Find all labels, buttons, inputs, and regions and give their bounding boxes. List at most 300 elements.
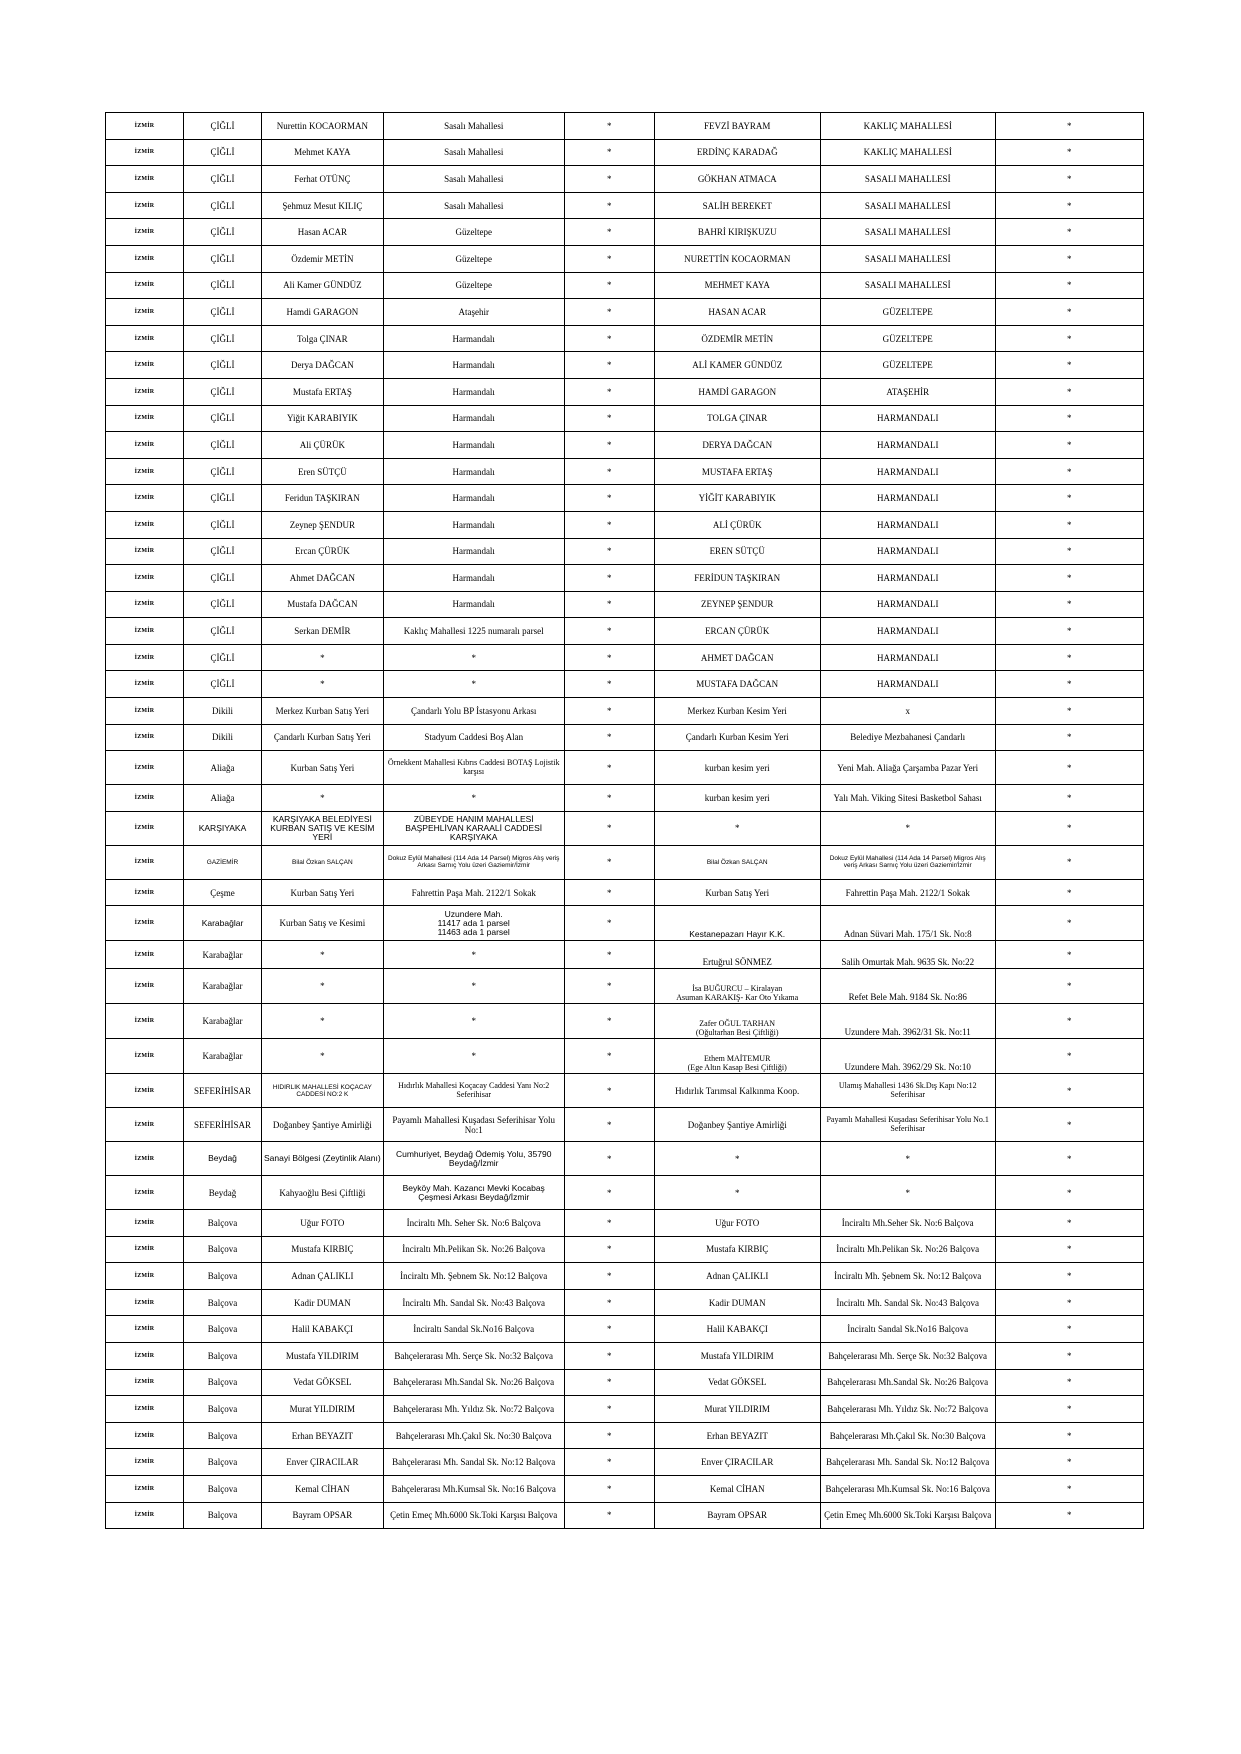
slaughter-mark-cell: * bbox=[995, 1263, 1143, 1290]
table-row bbox=[106, 1396, 1144, 1423]
slaughter-place-cell: MEHMET KAYA bbox=[654, 272, 820, 299]
slaughter-address-cell: Adnan Süvari Mah. 175/1 Sk. No:8 bbox=[820, 906, 995, 941]
sale-place-cell: Doğanbey Şantiye Amirliği bbox=[262, 1108, 384, 1142]
slaughter-place-cell: TOLGA ÇINAR bbox=[654, 405, 820, 432]
table-row bbox=[106, 811, 1144, 845]
slaughter-mark-cell: * bbox=[995, 1004, 1143, 1039]
table-row bbox=[106, 1210, 1144, 1237]
sale-address-cell: Harmandalı bbox=[383, 405, 564, 432]
slaughter-mark-cell: * bbox=[995, 1142, 1143, 1176]
sale-mark-cell: * bbox=[564, 352, 654, 379]
slaughter-address-cell: Belediye Mezbahanesi Çandarlı bbox=[820, 724, 995, 751]
district-cell: Çeşme bbox=[184, 879, 262, 906]
sale-address-cell: Güzeltepe bbox=[383, 272, 564, 299]
sale-mark-cell: * bbox=[564, 1039, 654, 1074]
district-cell: Karabağlar bbox=[184, 1039, 262, 1074]
district-cell: ÇİĞLİ bbox=[184, 325, 262, 352]
table-row bbox=[106, 618, 1144, 645]
table-row bbox=[106, 1236, 1144, 1263]
sale-mark-cell: * bbox=[564, 538, 654, 565]
sale-place-cell: Özdemir METİN bbox=[262, 245, 384, 272]
sale-address-cell: İnciraltı Mh. Sandal Sk. No:43 Balçova bbox=[383, 1289, 564, 1316]
sale-address-cell: Harmandalı bbox=[383, 511, 564, 538]
district-cell: Karabağlar bbox=[184, 941, 262, 969]
slaughter-place-cell: Mustafa KIRBIÇ bbox=[654, 1236, 820, 1263]
district-cell: KARŞIYAKA bbox=[184, 811, 262, 845]
district-cell: ÇİĞLİ bbox=[184, 565, 262, 592]
slaughter-address-cell: Fahrettin Paşa Mah. 2122/1 Sokak bbox=[820, 879, 995, 906]
slaughter-place-cell: HASAN ACAR bbox=[654, 299, 820, 326]
sale-place-cell: Hamdi GARAGON bbox=[262, 299, 384, 326]
slaughter-mark-cell: * bbox=[995, 139, 1143, 166]
district-cell: Balçova bbox=[184, 1422, 262, 1449]
sale-mark-cell: * bbox=[564, 1502, 654, 1529]
sale-mark-cell: * bbox=[564, 113, 654, 140]
district-cell: SEFERİHİSAR bbox=[184, 1108, 262, 1142]
sale-mark-cell: * bbox=[564, 618, 654, 645]
table-row bbox=[106, 405, 1144, 432]
slaughter-mark-cell: * bbox=[995, 618, 1143, 645]
sale-address-cell: Beyköy Mah. Kazancı Mevki Kocabaş Çeşmesi Arkası Beydağ/İzmir bbox=[383, 1176, 564, 1210]
slaughter-place-cell: Adnan ÇALIKLI bbox=[654, 1263, 820, 1290]
sale-address-cell: * bbox=[383, 785, 564, 812]
slaughter-mark-cell: * bbox=[995, 724, 1143, 751]
sale-place-cell: Yiğit KARABIYIK bbox=[262, 405, 384, 432]
table-row bbox=[106, 751, 1144, 785]
sale-mark-cell: * bbox=[564, 1176, 654, 1210]
slaughter-mark-cell: * bbox=[995, 192, 1143, 219]
slaughter-place-cell: Kestanepazarı Hayır K.K. bbox=[654, 906, 820, 941]
slaughter-address-cell: HARMANDALI bbox=[820, 671, 995, 698]
province-cell: İZMİR bbox=[106, 1449, 184, 1476]
province-cell: İZMİR bbox=[106, 1316, 184, 1343]
slaughter-mark-cell: * bbox=[995, 941, 1143, 969]
table-row bbox=[106, 1004, 1144, 1039]
table-row bbox=[106, 245, 1144, 272]
slaughter-place-cell: Halil KABAKÇI bbox=[654, 1316, 820, 1343]
province-cell: İZMİR bbox=[106, 1236, 184, 1263]
slaughter-mark-cell: * bbox=[995, 671, 1143, 698]
slaughter-address-cell: Bahçelerarası Mh. Yıldız Sk. No:72 Balçova bbox=[820, 1396, 995, 1423]
sale-mark-cell: * bbox=[564, 405, 654, 432]
sale-address-cell: Harmandalı bbox=[383, 432, 564, 459]
sale-place-cell: Uğur FOTO bbox=[262, 1210, 384, 1237]
table-row bbox=[106, 1263, 1144, 1290]
slaughter-mark-cell: * bbox=[995, 565, 1143, 592]
slaughter-address-cell: İnciraltı Mh. Sandal Sk. No:43 Balçova bbox=[820, 1289, 995, 1316]
sale-place-cell: Bilal Özkan SALÇAN bbox=[262, 845, 384, 879]
sale-place-cell: Kadir DUMAN bbox=[262, 1289, 384, 1316]
slaughter-place-cell: Ertuğrul SÖNMEZ bbox=[654, 941, 820, 969]
sale-mark-cell: * bbox=[564, 432, 654, 459]
sale-place-cell: Mustafa DAĞCAN bbox=[262, 591, 384, 618]
slaughter-mark-cell: * bbox=[995, 1210, 1143, 1237]
province-cell: İZMİR bbox=[106, 671, 184, 698]
sale-place-cell: Ahmet DAĞCAN bbox=[262, 565, 384, 592]
district-cell: ÇİĞLİ bbox=[184, 618, 262, 645]
slaughter-address-cell: Bahçelerarası Mh.Çakıl Sk. No:30 Balçova bbox=[820, 1422, 995, 1449]
slaughter-place-cell: YİĞİT KARABIYIK bbox=[654, 485, 820, 512]
slaughter-place-cell: DERYA DAĞCAN bbox=[654, 432, 820, 459]
slaughter-place-cell: Kadir DUMAN bbox=[654, 1289, 820, 1316]
sale-place-cell: * bbox=[262, 671, 384, 698]
province-cell: İZMİR bbox=[106, 1263, 184, 1290]
sale-address-cell: Güzeltepe bbox=[383, 245, 564, 272]
sale-address-cell: İnciraltı Mh. Şebnem Sk. No:12 Balçova bbox=[383, 1263, 564, 1290]
district-cell: Aliağa bbox=[184, 751, 262, 785]
sale-mark-cell: * bbox=[564, 879, 654, 906]
slaughter-mark-cell: * bbox=[995, 1343, 1143, 1370]
sale-place-cell: KARŞIYAKA BELEDİYESİ KURBAN SATIŞ VE KESİM YERİ bbox=[262, 811, 384, 845]
sale-place-cell: Ercan ÇÜRÜK bbox=[262, 538, 384, 565]
slaughter-place-cell: kurban kesim yeri bbox=[654, 751, 820, 785]
province-cell: İZMİR bbox=[106, 811, 184, 845]
slaughter-address-cell: Salih Omurtak Mah. 9635 Sk. No:22 bbox=[820, 941, 995, 969]
slaughter-address-cell: x bbox=[820, 698, 995, 725]
sale-mark-cell: * bbox=[564, 1396, 654, 1423]
district-cell: Karabağlar bbox=[184, 969, 262, 1004]
sale-place-cell: Kurban Satış Yeri bbox=[262, 879, 384, 906]
sale-address-cell: Bahçelerarası Mh. Sandal Sk. No:12 Balçova bbox=[383, 1449, 564, 1476]
sale-mark-cell: * bbox=[564, 724, 654, 751]
table-row bbox=[106, 671, 1144, 698]
province-cell: İZMİR bbox=[106, 1396, 184, 1423]
sale-place-cell: * bbox=[262, 1039, 384, 1074]
table-row bbox=[106, 879, 1144, 906]
province-cell: İZMİR bbox=[106, 485, 184, 512]
slaughter-mark-cell: * bbox=[995, 1289, 1143, 1316]
slaughter-place-cell: ALİ ÇÜRÜK bbox=[654, 511, 820, 538]
province-cell: İZMİR bbox=[106, 192, 184, 219]
slaughter-address-cell: GÜZELTEPE bbox=[820, 299, 995, 326]
sale-mark-cell: * bbox=[564, 969, 654, 1004]
slaughter-mark-cell: * bbox=[995, 511, 1143, 538]
district-cell: ÇİĞLİ bbox=[184, 113, 262, 140]
province-cell: İZMİR bbox=[106, 1422, 184, 1449]
province-cell: İZMİR bbox=[106, 272, 184, 299]
sale-place-cell: Serkan DEMİR bbox=[262, 618, 384, 645]
slaughter-mark-cell: * bbox=[995, 879, 1143, 906]
sale-address-cell: Harmandalı bbox=[383, 485, 564, 512]
slaughter-mark-cell: * bbox=[995, 751, 1143, 785]
province-cell: İZMİR bbox=[106, 1289, 184, 1316]
slaughter-place-cell: EREN SÜTÇÜ bbox=[654, 538, 820, 565]
province-cell: İZMİR bbox=[106, 644, 184, 671]
slaughter-mark-cell: * bbox=[995, 591, 1143, 618]
slaughter-place-cell: Çandarlı Kurban Kesim Yeri bbox=[654, 724, 820, 751]
province-cell: İZMİR bbox=[106, 1475, 184, 1502]
sale-mark-cell: * bbox=[564, 785, 654, 812]
province-cell: İZMİR bbox=[106, 1142, 184, 1176]
sale-place-cell: Sanayi Bölgesi (Zeytinlik Alanı) bbox=[262, 1142, 384, 1176]
district-cell: ÇİĞLİ bbox=[184, 352, 262, 379]
sale-address-cell: * bbox=[383, 671, 564, 698]
table-row bbox=[106, 352, 1144, 379]
table-row bbox=[106, 1475, 1144, 1502]
table-row bbox=[106, 1176, 1144, 1210]
slaughter-address-cell: İnciraltı Mh.Seher Sk. No:6 Balçova bbox=[820, 1210, 995, 1237]
table-row bbox=[106, 1369, 1144, 1396]
table-row bbox=[106, 113, 1144, 140]
slaughter-address-cell: SASALI MAHALLESİ bbox=[820, 166, 995, 193]
table-row bbox=[106, 969, 1144, 1004]
slaughter-place-cell: Mustafa YILDIRIM bbox=[654, 1343, 820, 1370]
slaughter-address-cell: SASALI MAHALLESİ bbox=[820, 245, 995, 272]
province-cell: İZMİR bbox=[106, 1502, 184, 1529]
sale-mark-cell: * bbox=[564, 565, 654, 592]
district-cell: ÇİĞLİ bbox=[184, 192, 262, 219]
province-cell: İZMİR bbox=[106, 352, 184, 379]
sale-place-cell: Ali ÇÜRÜK bbox=[262, 432, 384, 459]
slaughter-mark-cell: * bbox=[995, 1422, 1143, 1449]
slaughter-mark-cell: * bbox=[995, 1316, 1143, 1343]
district-cell: ÇİĞLİ bbox=[184, 644, 262, 671]
district-cell: Balçova bbox=[184, 1236, 262, 1263]
sale-address-cell: İnciraltı Sandal Sk.No16 Balçova bbox=[383, 1316, 564, 1343]
district-cell: Karabağlar bbox=[184, 1004, 262, 1039]
sale-place-cell: Kemal CİHAN bbox=[262, 1475, 384, 1502]
table-row bbox=[106, 299, 1144, 326]
slaughter-address-cell: HARMANDALI bbox=[820, 405, 995, 432]
province-cell: İZMİR bbox=[106, 1074, 184, 1108]
slaughter-place-cell: Doğanbey Şantiye Amirliği bbox=[654, 1108, 820, 1142]
district-cell: Balçova bbox=[184, 1369, 262, 1396]
slaughter-address-cell: * bbox=[820, 1142, 995, 1176]
province-cell: İZMİR bbox=[106, 1176, 184, 1210]
province-cell: İZMİR bbox=[106, 1343, 184, 1370]
province-cell: İZMİR bbox=[106, 1210, 184, 1237]
slaughter-address-cell: HARMANDALI bbox=[820, 565, 995, 592]
district-cell: Dikili bbox=[184, 698, 262, 725]
slaughter-place-cell: Ethem MAİTEMUR (Ege Altın Kasap Besi Çiftliği) bbox=[654, 1039, 820, 1074]
slaughter-mark-cell: * bbox=[995, 1176, 1143, 1210]
district-cell: Balçova bbox=[184, 1475, 262, 1502]
slaughter-mark-cell: * bbox=[995, 969, 1143, 1004]
district-cell: Karabağlar bbox=[184, 906, 262, 941]
table-row bbox=[106, 1316, 1144, 1343]
sale-place-cell: Çandarlı Kurban Satış Yeri bbox=[262, 724, 384, 751]
slaughter-place-cell: Zafer OĞUL TARHAN (Oğultarhan Besi Çiftliği) bbox=[654, 1004, 820, 1039]
table-row bbox=[106, 785, 1144, 812]
sale-address-cell: Payamlı Mahallesi Kuşadası Seferihisar Yolu No:1 bbox=[383, 1108, 564, 1142]
province-cell: İZMİR bbox=[106, 432, 184, 459]
sale-address-cell: * bbox=[383, 644, 564, 671]
location-table bbox=[105, 112, 1144, 1529]
district-cell: GAZİEMİR bbox=[184, 845, 262, 879]
sale-mark-cell: * bbox=[564, 591, 654, 618]
table-row bbox=[106, 192, 1144, 219]
sale-mark-cell: * bbox=[564, 245, 654, 272]
sale-mark-cell: * bbox=[564, 1142, 654, 1176]
province-cell: İZMİR bbox=[106, 724, 184, 751]
sale-mark-cell: * bbox=[564, 644, 654, 671]
sale-address-cell: * bbox=[383, 1039, 564, 1074]
district-cell: ÇİĞLİ bbox=[184, 432, 262, 459]
district-cell: Balçova bbox=[184, 1316, 262, 1343]
sale-place-cell: Vedat GÖKSEL bbox=[262, 1369, 384, 1396]
table-row bbox=[106, 724, 1144, 751]
slaughter-mark-cell: * bbox=[995, 1039, 1143, 1074]
sale-address-cell: * bbox=[383, 941, 564, 969]
table-row bbox=[106, 1343, 1144, 1370]
slaughter-place-cell: MUSTAFA DAĞCAN bbox=[654, 671, 820, 698]
province-cell: İZMİR bbox=[106, 166, 184, 193]
slaughter-place-cell: Uğur FOTO bbox=[654, 1210, 820, 1237]
district-cell: Balçova bbox=[184, 1396, 262, 1423]
sale-mark-cell: * bbox=[564, 751, 654, 785]
slaughter-address-cell: SASALI MAHALLESİ bbox=[820, 192, 995, 219]
district-cell: Balçova bbox=[184, 1263, 262, 1290]
sale-address-cell: Çandarlı Yolu BP İstasyonu Arkası bbox=[383, 698, 564, 725]
sale-mark-cell: * bbox=[564, 485, 654, 512]
district-cell: Balçova bbox=[184, 1502, 262, 1529]
table-row bbox=[106, 1289, 1144, 1316]
slaughter-mark-cell: * bbox=[995, 906, 1143, 941]
sale-mark-cell: * bbox=[564, 941, 654, 969]
slaughter-mark-cell: * bbox=[995, 458, 1143, 485]
slaughter-mark-cell: * bbox=[995, 352, 1143, 379]
slaughter-address-cell: HARMANDALI bbox=[820, 618, 995, 645]
sale-place-cell: Merkez Kurban Satış Yeri bbox=[262, 698, 384, 725]
slaughter-mark-cell: * bbox=[995, 1108, 1143, 1142]
table-row bbox=[106, 845, 1144, 879]
province-cell: İZMİR bbox=[106, 1039, 184, 1074]
district-cell: ÇİĞLİ bbox=[184, 485, 262, 512]
sale-place-cell: Halil KABAKÇI bbox=[262, 1316, 384, 1343]
slaughter-place-cell: ALİ KAMER GÜNDÜZ bbox=[654, 352, 820, 379]
sale-mark-cell: * bbox=[564, 511, 654, 538]
slaughter-address-cell: Dokuz Eylül Mahallesi (114 Ada 14 Parsel) Migros Alış veriş Arkası Sarnıç Yolu üzeri Gaziemir/İzmir bbox=[820, 845, 995, 879]
sale-address-cell: Bahçelerarası Mh. Yıldız Sk. No:72 Balçova bbox=[383, 1396, 564, 1423]
table-row bbox=[106, 1449, 1144, 1476]
slaughter-place-cell: FERİDUN TAŞKIRAN bbox=[654, 565, 820, 592]
sale-address-cell: Harmandalı bbox=[383, 458, 564, 485]
district-cell: Balçova bbox=[184, 1343, 262, 1370]
sale-mark-cell: * bbox=[564, 1074, 654, 1108]
province-cell: İZMİR bbox=[106, 591, 184, 618]
slaughter-mark-cell: * bbox=[995, 1236, 1143, 1263]
sale-mark-cell: * bbox=[564, 1210, 654, 1237]
slaughter-address-cell: SASALI MAHALLESİ bbox=[820, 219, 995, 246]
sale-address-cell: Kaklıç Mahallesi 1225 numaralı parsel bbox=[383, 618, 564, 645]
slaughter-mark-cell: * bbox=[995, 1396, 1143, 1423]
table-row bbox=[106, 432, 1144, 459]
district-cell: ÇİĞLİ bbox=[184, 299, 262, 326]
sale-place-cell: Mustafa YILDIRIM bbox=[262, 1343, 384, 1370]
table-row bbox=[106, 458, 1144, 485]
slaughter-address-cell: Yalı Mah. Viking Sitesi Basketbol Sahası bbox=[820, 785, 995, 812]
slaughter-address-cell: * bbox=[820, 1176, 995, 1210]
sale-place-cell: Şehmuz Mesut KILIÇ bbox=[262, 192, 384, 219]
slaughter-place-cell: * bbox=[654, 1142, 820, 1176]
sale-place-cell: Murat YILDIRIM bbox=[262, 1396, 384, 1423]
slaughter-place-cell: NURETTİN KOCAORMAN bbox=[654, 245, 820, 272]
slaughter-place-cell: SALİH BEREKET bbox=[654, 192, 820, 219]
sale-address-cell: Harmandalı bbox=[383, 591, 564, 618]
province-cell: İZMİR bbox=[106, 618, 184, 645]
sale-address-cell: Çetin Emeç Mh.6000 Sk.Toki Karşısı Balçova bbox=[383, 1502, 564, 1529]
sale-mark-cell: * bbox=[564, 458, 654, 485]
slaughter-address-cell: HARMANDALI bbox=[820, 644, 995, 671]
slaughter-place-cell: GÖKHAN ATMACA bbox=[654, 166, 820, 193]
slaughter-place-cell: kurban kesim yeri bbox=[654, 785, 820, 812]
slaughter-place-cell: Erhan BEYAZIT bbox=[654, 1422, 820, 1449]
district-cell: Balçova bbox=[184, 1210, 262, 1237]
sale-place-cell: * bbox=[262, 1004, 384, 1039]
sale-mark-cell: * bbox=[564, 192, 654, 219]
slaughter-place-cell: Merkez Kurban Kesim Yeri bbox=[654, 698, 820, 725]
sale-address-cell: Harmandalı bbox=[383, 352, 564, 379]
district-cell: ÇİĞLİ bbox=[184, 538, 262, 565]
sale-address-cell: Stadyum Caddesi Boş Alan bbox=[383, 724, 564, 751]
sale-address-cell: Hıdırlık Mahallesi Koçacay Caddesi Yanı No:2 Seferihisar bbox=[383, 1074, 564, 1108]
sale-place-cell: Tolga ÇINAR bbox=[262, 325, 384, 352]
province-cell: İZMİR bbox=[106, 1108, 184, 1142]
slaughter-address-cell: ATAŞEHİR bbox=[820, 378, 995, 405]
slaughter-mark-cell: * bbox=[995, 811, 1143, 845]
province-cell: İZMİR bbox=[106, 1004, 184, 1039]
sale-place-cell: Eren SÜTÇÜ bbox=[262, 458, 384, 485]
sale-place-cell: Derya DAĞCAN bbox=[262, 352, 384, 379]
district-cell: Balçova bbox=[184, 1449, 262, 1476]
slaughter-mark-cell: * bbox=[995, 485, 1143, 512]
slaughter-address-cell: Uzundere Mah. 3962/31 Sk. No:11 bbox=[820, 1004, 995, 1039]
province-cell: İZMİR bbox=[106, 565, 184, 592]
sale-mark-cell: * bbox=[564, 1422, 654, 1449]
sale-place-cell: Mustafa ERTAŞ bbox=[262, 378, 384, 405]
sale-place-cell: Kurban Satış ve Kesimi bbox=[262, 906, 384, 941]
district-cell: ÇİĞLİ bbox=[184, 166, 262, 193]
sale-address-cell: Harmandalı bbox=[383, 565, 564, 592]
slaughter-mark-cell: * bbox=[995, 845, 1143, 879]
slaughter-address-cell: Refet Bele Mah. 9184 Sk. No:86 bbox=[820, 969, 995, 1004]
slaughter-mark-cell: * bbox=[995, 1502, 1143, 1529]
sale-place-cell: * bbox=[262, 785, 384, 812]
sale-mark-cell: * bbox=[564, 845, 654, 879]
province-cell: İZMİR bbox=[106, 378, 184, 405]
sale-place-cell: Kurban Satış Yeri bbox=[262, 751, 384, 785]
table-row bbox=[106, 325, 1144, 352]
slaughter-place-cell: İsa BUĞURCU – Kiralayan Asuman KARAKIŞ- Kar Oto Yıkama bbox=[654, 969, 820, 1004]
sale-mark-cell: * bbox=[564, 1369, 654, 1396]
district-cell: ÇİĞLİ bbox=[184, 405, 262, 432]
sale-mark-cell: * bbox=[564, 219, 654, 246]
province-cell: İZMİR bbox=[106, 906, 184, 941]
slaughter-address-cell: İnciraltı Mh. Şebnem Sk. No:12 Balçova bbox=[820, 1263, 995, 1290]
slaughter-mark-cell: * bbox=[995, 272, 1143, 299]
sale-mark-cell: * bbox=[564, 272, 654, 299]
district-cell: ÇİĞLİ bbox=[184, 671, 262, 698]
table-row bbox=[106, 644, 1144, 671]
district-cell: Aliağa bbox=[184, 785, 262, 812]
sale-place-cell: HIDIRLIK MAHALLESİ KOÇACAY CADDESİ NO:2 K bbox=[262, 1074, 384, 1108]
slaughter-mark-cell: * bbox=[995, 538, 1143, 565]
sale-address-cell: Bahçelerarası Mh. Serçe Sk. No:32 Balçova bbox=[383, 1343, 564, 1370]
sale-mark-cell: * bbox=[564, 1343, 654, 1370]
table-row bbox=[106, 1039, 1144, 1074]
sale-address-cell: İnciraltı Mh.Pelikan Sk. No:26 Balçova bbox=[383, 1236, 564, 1263]
sale-mark-cell: * bbox=[564, 1475, 654, 1502]
sale-address-cell: Sasalı Mahallesi bbox=[383, 166, 564, 193]
slaughter-mark-cell: * bbox=[995, 325, 1143, 352]
slaughter-place-cell: ERCAN ÇÜRÜK bbox=[654, 618, 820, 645]
slaughter-address-cell: Bahçelerarası Mh. Sandal Sk. No:12 Balçova bbox=[820, 1449, 995, 1476]
sale-address-cell: Uzundere Mah. 11417 ada 1 parsel 11463 ada 1 parsel bbox=[383, 906, 564, 941]
slaughter-mark-cell: * bbox=[995, 378, 1143, 405]
slaughter-place-cell: Bilal Özkan SALÇAN bbox=[654, 845, 820, 879]
province-cell: İZMİR bbox=[106, 139, 184, 166]
slaughter-address-cell: Bahçelerarası Mh. Serçe Sk. No:32 Balçova bbox=[820, 1343, 995, 1370]
